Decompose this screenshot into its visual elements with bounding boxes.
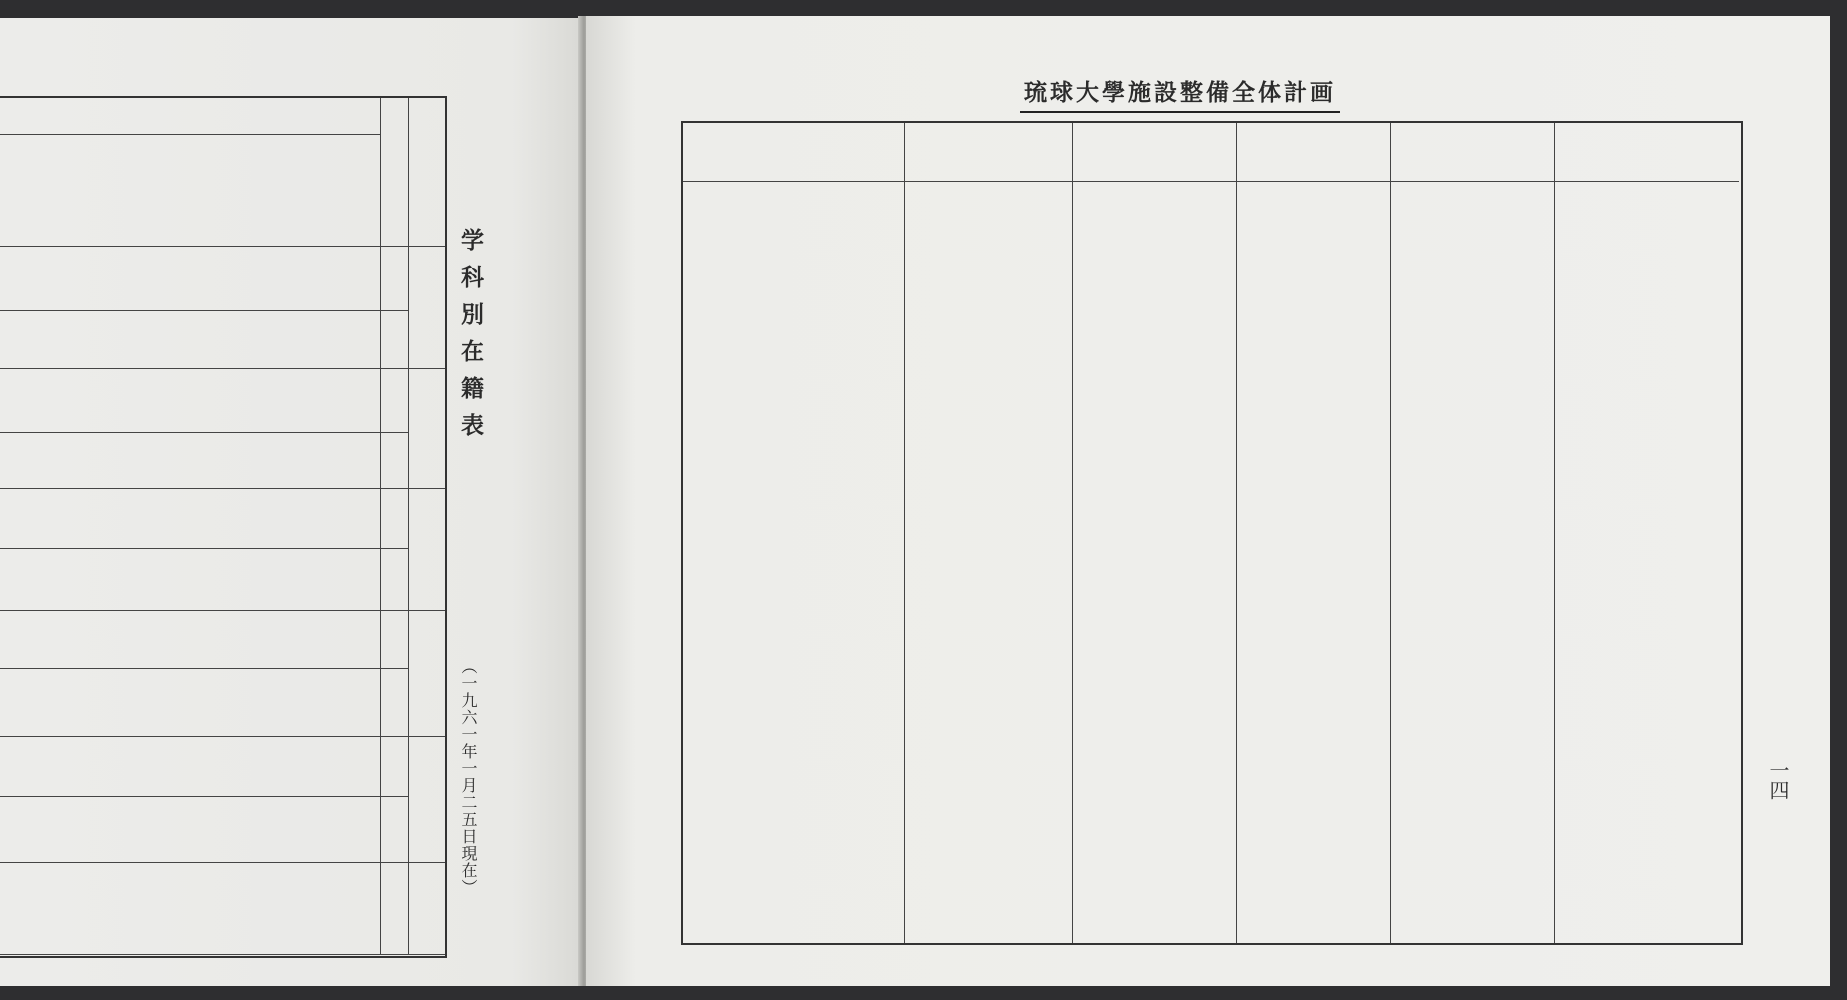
- page-number: 一四: [1766, 760, 1790, 800]
- enrollment-table-title: 学科別在籍表: [457, 228, 484, 450]
- row-divider-0: [0, 310, 408, 311]
- header-planned: [1390, 123, 1554, 181]
- col-divider-b: [408, 98, 409, 954]
- row-divider-3: [0, 488, 445, 489]
- column-divider: [904, 123, 905, 943]
- header-bottom: [0, 246, 445, 247]
- row-divider-9: [0, 862, 445, 863]
- header-minimum: [904, 123, 1072, 181]
- page-title: 琉球大學施設整備全体計画: [1020, 74, 1340, 113]
- row-divider-1: [0, 368, 445, 369]
- column-divider: [1390, 123, 1391, 943]
- row-divider-2: [0, 432, 408, 433]
- header-divider: [683, 181, 1739, 182]
- row-divider-10: [0, 954, 445, 955]
- col-divider-a: [380, 98, 381, 954]
- header-divider: [0, 134, 380, 135]
- row-divider-6: [0, 668, 408, 669]
- row-divider-5: [0, 610, 445, 611]
- row-divider-4: [0, 548, 408, 549]
- left-page: [0, 18, 582, 986]
- enrollment-table-date: （一九六一年一月二五日現在）: [459, 658, 478, 896]
- facility-plan-table: [681, 121, 1743, 945]
- column-divider: [1236, 123, 1237, 943]
- header-cost: [1554, 123, 1739, 181]
- row-divider-7: [0, 736, 445, 737]
- column-divider: [1072, 123, 1073, 943]
- column-divider: [1554, 123, 1555, 943]
- enrollment-table: [0, 96, 447, 958]
- row-divider-8: [0, 796, 408, 797]
- header-current: [1236, 123, 1390, 181]
- header-seventy: [1072, 123, 1236, 181]
- header-category: [683, 123, 904, 181]
